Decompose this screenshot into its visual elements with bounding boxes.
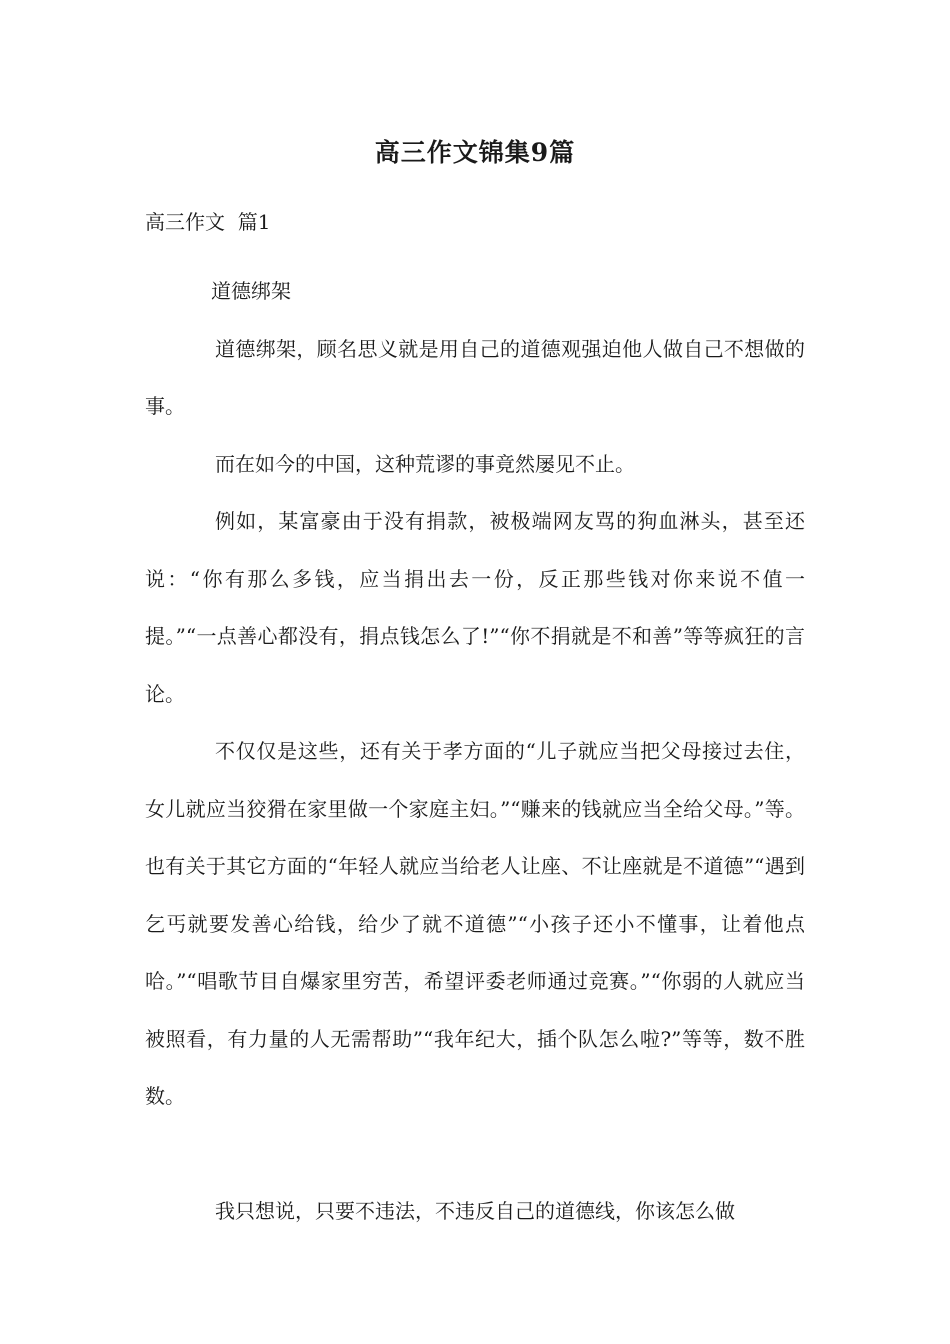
section-heading: 高三作文 篇1 — [145, 210, 271, 234]
essay-body — [145, 263, 805, 1241]
essay-title: 道德绑架 — [211, 279, 291, 303]
paragraph-spacer — [145, 1126, 805, 1184]
paragraph-conclusion: 我只想说，只要不违法，不违反自己的道德线，你该怎么做 — [215, 1199, 735, 1223]
document-title: 高三作文锦集9篇 — [374, 138, 576, 167]
paragraph-china: 而在如今的中国，这种荒谬的事竟然屡见不止。 — [215, 451, 635, 476]
paragraph-definition: 道德绑架，顾名思义就是用自己的道德观强迫他人做自己不想做的事。 — [145, 336, 805, 418]
paragraph-example-donation: 例如，某富豪由于没有捐款，被极端网友骂的狗血淋头，甚至还说：“你有那么多钱，应当捐出去一份，反正那些钱对你来说不值一提。”“一点善心都没有，捐点钱怎么了!”“你不捐就是不和善”等等疯狂的言论。 — [145, 509, 805, 706]
paragraph-filial-and-other: 不仅仅是这些，还有关于孝方面的“儿子就应当把父母接过去住，女儿就应当狡猾在家里做一个家庭主妇。”“赚来的钱就应当全给父母。”等。也有关于其它方面的“年轻人就应当给老人让座、不让座就是不道德”“遇到乞丐就要发善心给钱，给少了就不道德”“小孩子还小不懂事，让着他点哈。”“唱歌节目自爆家里穷苦，希望评委老师通过竞赛。”“你弱的人就应当被照看，有力量的人无需帮助”“我年纪大，插个队怎么啦?”等等，数不胜数。 — [145, 739, 805, 1108]
